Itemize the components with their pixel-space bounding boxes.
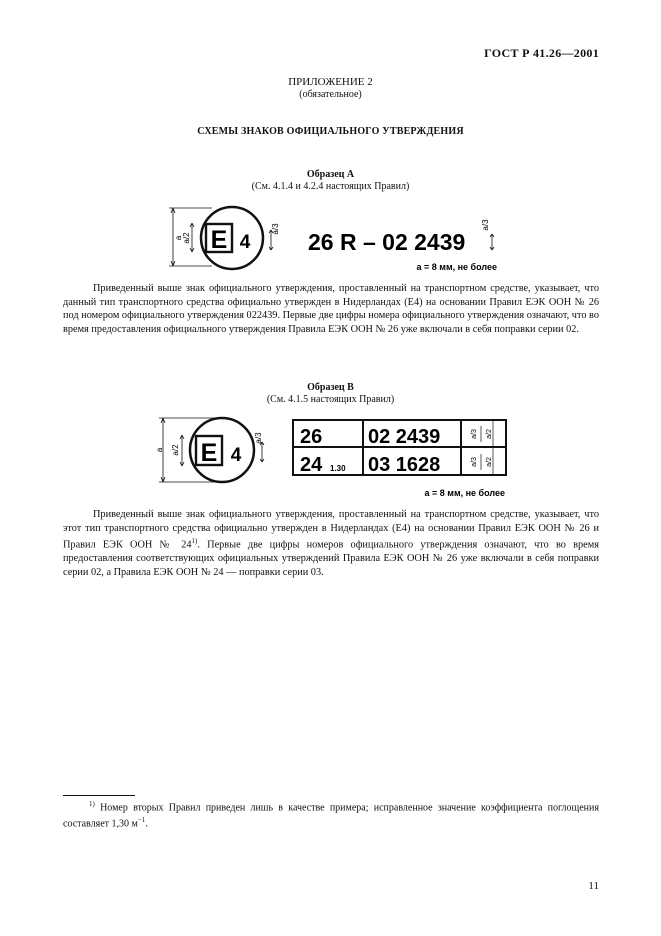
row2-coefficient: 1.30 [330, 464, 346, 473]
sample-b-reference: (См. 4.1.5 настоящих Правил) [266, 394, 395, 405]
sample-a-paragraph [63, 282, 599, 336]
dim-a2-label: a/2 [182, 232, 191, 244]
row2-regulation: 24 [300, 454, 323, 476]
footnote-text: Номер вторых Правил приведен лишь в качестве примера; исправленное значение коэффициента поглощения составляет 1,30 м [63, 802, 599, 830]
sample-b-text-part1: Приведенный выше знак официального утверждения, проставленный на транспортном средстве, указывает, что этот тип транспортного средства официально утвержден в Нидерландах (E4) на основании Правил ЕЭК ООН № 26 и Правил ЕЭК ООН № 24 [63, 509, 599, 551]
row1-regulation: 26 [300, 426, 323, 448]
size-note: a = 8 мм, не более [416, 262, 497, 272]
dim-a3-label-2: a/3 [481, 219, 490, 231]
document-code: ГОСТ Р 41.26—2001 [484, 46, 599, 60]
dim-a2-label-3: a/2 [486, 457, 493, 467]
dimension-a3-line-1 [260, 442, 264, 462]
dim-a3-label-1: a/3 [254, 432, 263, 444]
appendix-subtitle: (обязательное) [299, 89, 362, 100]
mark-letter: E [210, 226, 228, 254]
footnote-end: . [145, 818, 148, 830]
mark-country: 4 [230, 445, 242, 466]
dim-a-label: a [174, 235, 183, 241]
sample-a-reference: (См. 4.1.4 и 4.2.4 настоящих Правил) [251, 181, 410, 192]
dimension-a2-line [180, 435, 184, 466]
sample-b-paragraph [63, 508, 599, 579]
footnote-unit-exponent: −1 [137, 816, 146, 825]
appendix-title: ПРИЛОЖЕНИЕ 2 [288, 76, 373, 88]
sample-b-text [63, 508, 599, 579]
dim-a3-label-1: a/3 [271, 223, 280, 235]
sample-b-title: Образец B [307, 382, 354, 393]
dim-a2-label-2: a/2 [486, 429, 493, 439]
sample-b-text-part2: . Первые две цифры номеров официального утверждения означают, что во время предоставления соответствующих официальных утверждений Правила ЕЭК ООН № 26 уже включали в себя поправки серии 02, а Правила ЕЭК ООН № 24 — поправки серии 03. [63, 539, 599, 578]
section-title: СХЕМЫ ЗНАКОВ ОФИЦИАЛЬНОГО УТВЕРЖДЕНИЯ [197, 126, 464, 137]
dim-a2-label: a/2 [171, 444, 180, 456]
dim-a3-label-3: a/3 [471, 457, 478, 467]
page-number: 11 [588, 880, 599, 892]
size-note: a = 8 мм, не более [424, 488, 505, 498]
footnote-marker: 1) [89, 800, 95, 808]
footnote [63, 798, 599, 831]
dim-a3-label-2: a/3 [471, 429, 478, 439]
dim-a-label: a [155, 447, 164, 453]
dimension-a3-line-2 [490, 234, 494, 250]
row1-number: 02 2439 [368, 426, 441, 448]
approval-number: 26 R – 02 2439 [308, 229, 466, 255]
footnote-reference: 1) [191, 537, 198, 546]
mark-letter: E [200, 439, 218, 467]
approval-mark-b [150, 412, 510, 502]
mark-country: 4 [239, 232, 251, 253]
sample-a-title: Образец A [306, 169, 355, 180]
approval-mark-a [160, 198, 520, 278]
footnote-rule [63, 795, 135, 796]
sample-a-text: Приведенный выше знак официального утверждения, проставленный на транспортном средстве, указывает, что данный тип транспортного средства официально утвержден в Нидерландах (E4) на основании Правил ЕЭК ООН № 26 под номером официального утверждения 022439. Первые две цифры номера официального утверждения означают, что во время предоставления официального утверждения Правила ЕЭК ООН № 26 уже включали в себя поправки серии 02. [63, 283, 599, 335]
row2-number: 03 1628 [368, 454, 441, 476]
